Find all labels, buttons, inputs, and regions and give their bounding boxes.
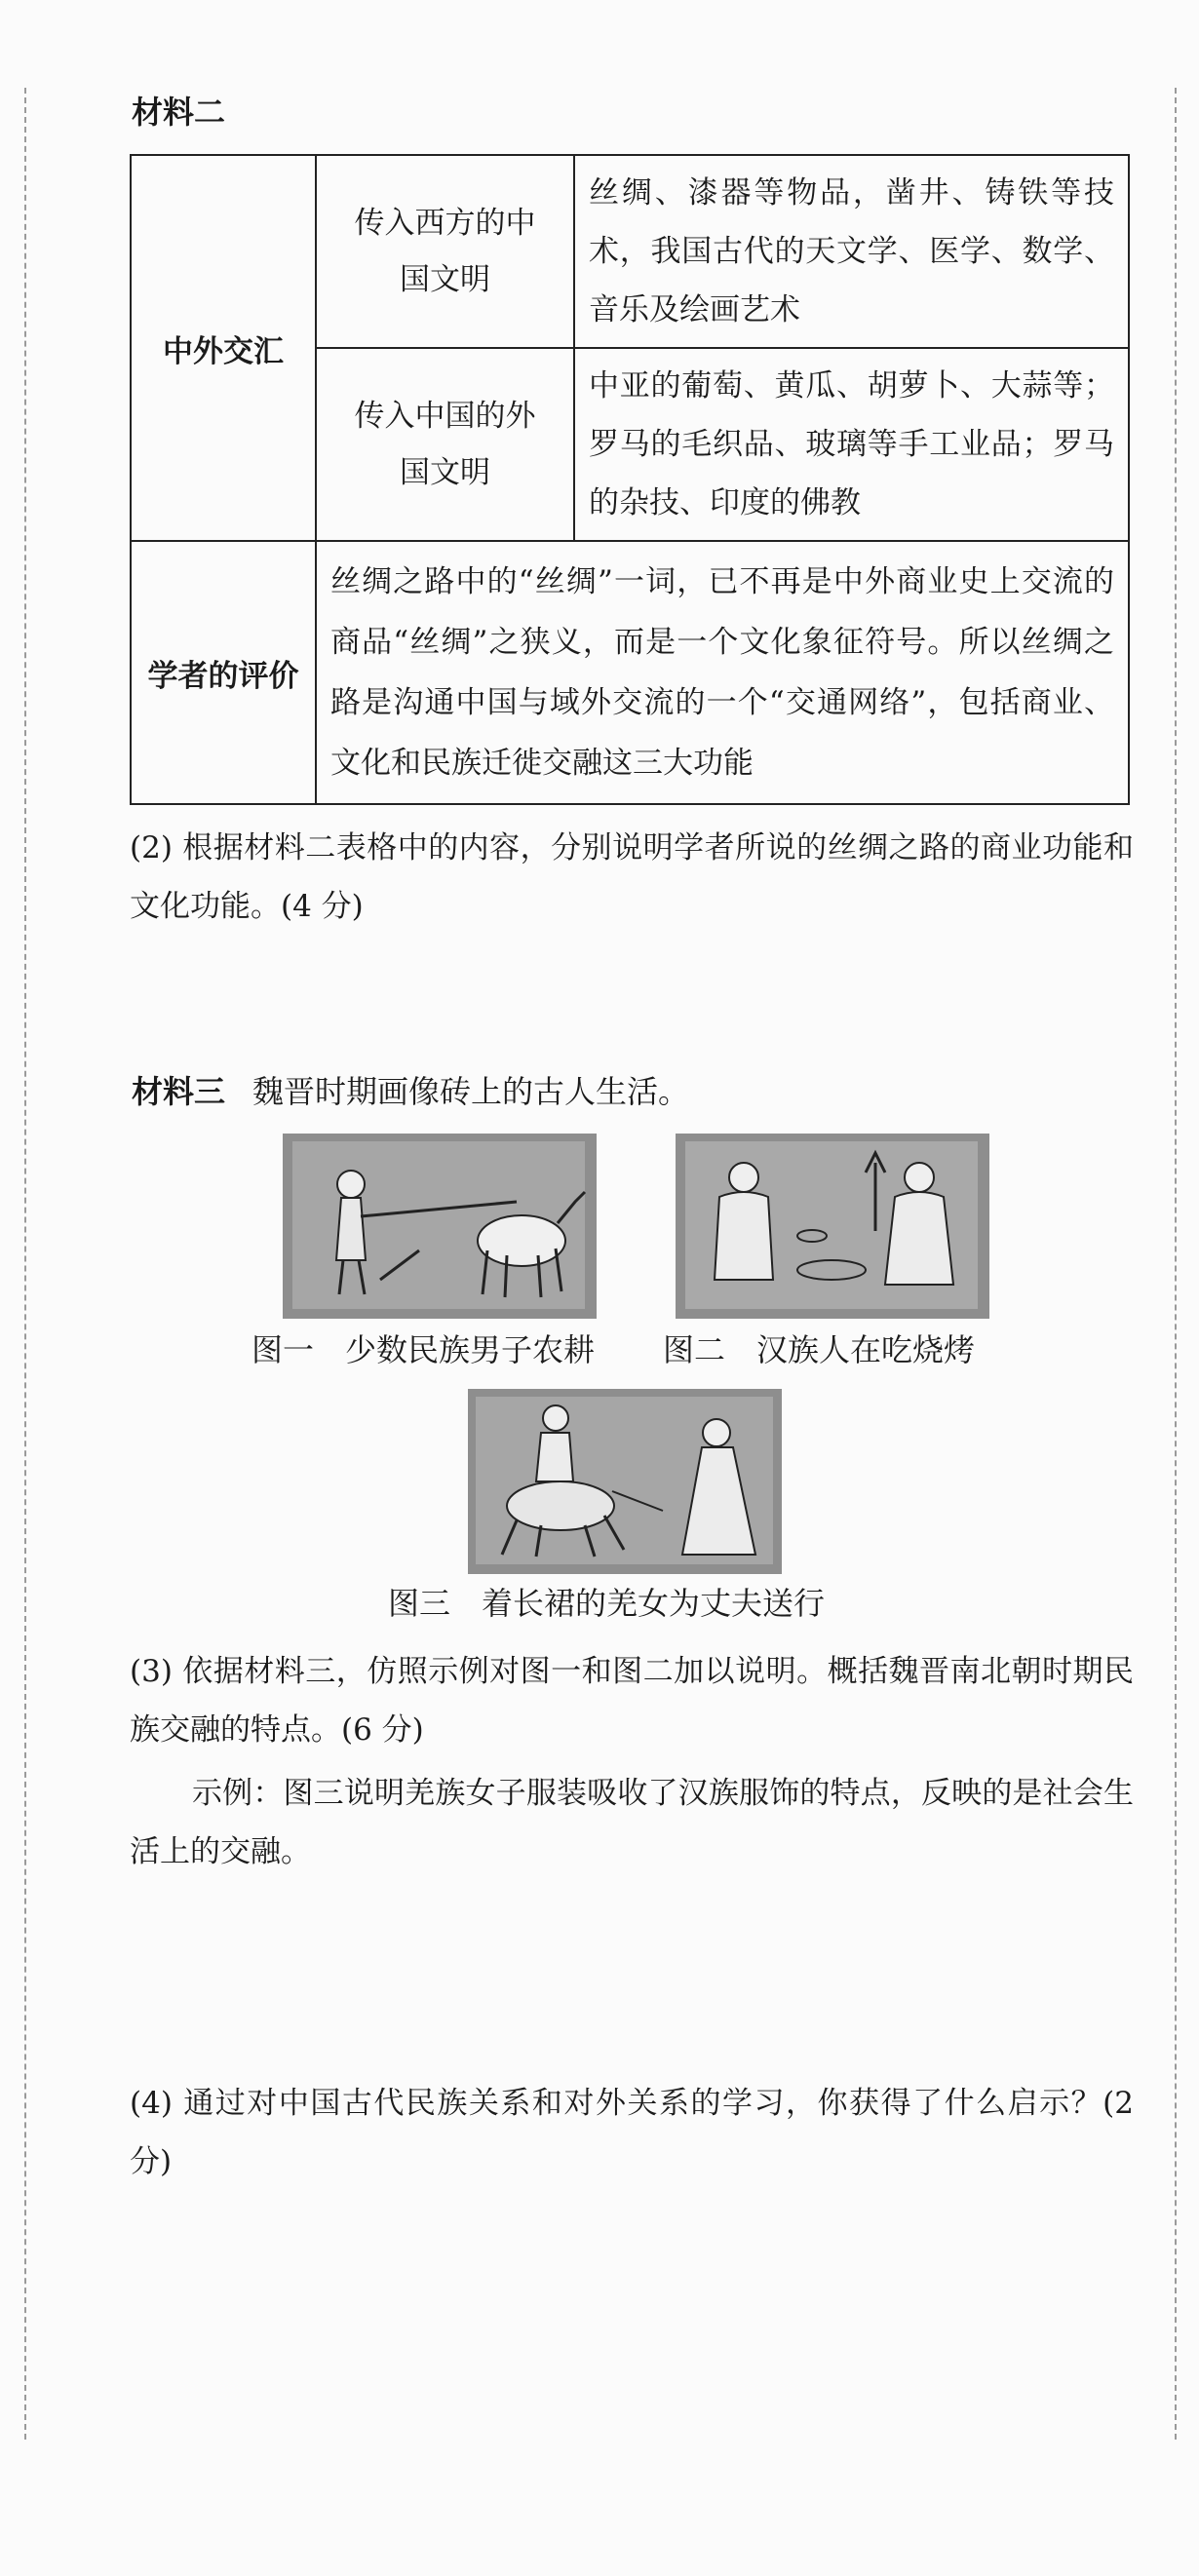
material3-heading <box>132 1067 689 1112</box>
figure-3-caption: 图三 着长裙的羌女为丈夫送行 <box>388 1585 826 1622</box>
left-dashed-margin <box>24 88 26 2440</box>
question-2: (2) 根据材料二表格中的内容，分别说明学者所说的丝绸之路的商业功能和文化功能。(4 分) <box>130 830 1134 924</box>
figure-2-barbecue-image <box>676 1134 989 1319</box>
scholar-comment: 丝绸之路中的“丝绸”一词，已不再是中外商业史上交流的商品“丝绸”之狭义，而是一个文化象征符号。所以丝绸之路是沟通中国与域外交流的一个“交通网络”，包括商业、文化和民族迁徙交融这三大功能 <box>316 541 1129 804</box>
right-dashed-margin <box>1175 88 1177 2440</box>
west-spread-head-text: 传入西方的中国文明 <box>354 206 536 297</box>
figure-2-caption: 图二 汉族人在吃烧烤 <box>663 1331 976 1368</box>
material2-table <box>130 154 1130 805</box>
row-head-exchange: 中外交汇 <box>131 155 316 541</box>
west-spread-content: 丝绸、漆器等物品，凿井、铸铁等技术，我国古代的天文学、医学、数学、音乐及绘画艺术 <box>574 155 1129 348</box>
material3-label: 材料三 <box>132 1073 226 1110</box>
figure-1-farming-image <box>283 1134 597 1319</box>
row-head-scholar: 学者的评价 <box>131 541 316 804</box>
china-spread-head-text: 传入中国的外国文明 <box>354 399 536 490</box>
question-4: (4) 通过对中国古代民族关系和对外关系的学习，你获得了什么启示？(2 分) <box>130 2086 1134 2179</box>
material3-subtitle: 魏晋时期画像砖上的古人生活。 <box>252 1073 690 1110</box>
material2-heading: 材料二 <box>132 94 226 131</box>
figure-3-farewell-image <box>468 1389 782 1574</box>
figure-1-caption: 图一 少数民族男子农耕 <box>251 1331 596 1368</box>
example-answer: 示例：图三说明羌族女子服装吸收了汉族服饰的特点，反映的是社会生活上的交融。 <box>130 1776 1134 1869</box>
china-spread-content: 中亚的葡萄、黄瓜、胡萝卜、大蒜等；罗马的毛织品、玻璃等手工业品；罗马的杂技、印度的佛教 <box>574 348 1129 541</box>
question-3: (3) 依据材料三，仿照示例对图一和图二加以说明。概括魏晋南北朝时期民族交融的特点。(6 分) <box>130 1654 1134 1748</box>
west-spread-head <box>316 155 574 348</box>
china-spread-head <box>316 348 574 541</box>
